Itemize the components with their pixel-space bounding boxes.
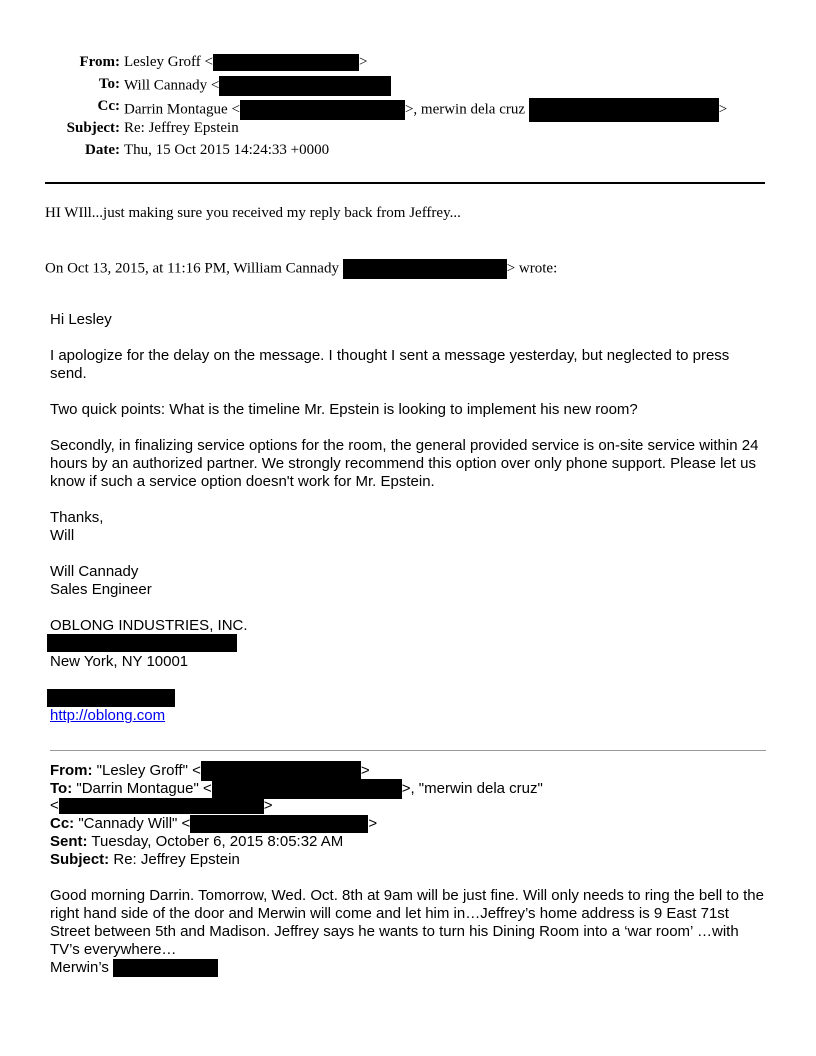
cc-label: Cc: (97, 98, 120, 114)
orig-from: From: "Lesley Groff" < > (50, 761, 770, 781)
subject-label: Subject: (66, 120, 120, 136)
orig-subject: Subject: Re: Jeffrey Epstein (50, 851, 240, 868)
paragraph: Two quick points: What is the timeline Mr. Epstein is looking to implement his new room? (50, 401, 638, 418)
to-label: To: (98, 76, 120, 92)
company-name: OBLONG INDUSTRIES, INC. (50, 617, 248, 634)
signature-title: Sales Engineer (50, 581, 152, 598)
redaction (529, 98, 719, 122)
redaction (201, 761, 361, 781)
sign-short: Will (50, 527, 75, 544)
redaction (59, 798, 264, 814)
redaction (219, 76, 391, 96)
redaction (343, 259, 507, 279)
from-value: Lesley Groff < > (124, 54, 368, 70)
redaction (212, 779, 402, 799)
date-label: Date: (85, 142, 120, 158)
reply-line: HI WIll...just making sure you received my reply back from Jeffrey... (45, 205, 461, 221)
orig-to: To: "Darrin Montague" < >, "merwin dela cruz" (50, 779, 770, 799)
header-divider (45, 182, 765, 184)
date-value: Thu, 15 Oct 2015 14:24:33 +0000 (124, 142, 330, 158)
to-value: Will Cannady < (124, 76, 391, 96)
original-body: Good morning Darrin. Tomorrow, Wed. Oct. 8th at 9am will be just fine. Will only needs to ring the bell to the right hand side of the door and Merwin will come and let him in…Jeffrey’s home address is 9 East 71st Street between 5th and Madison. Jeffrey says he wants to turn his Dining Room into a ‘war room’ …with TV’s everywhere… (50, 887, 764, 958)
city: New York, NY 10001 (50, 653, 189, 670)
greeting: Hi Lesley (50, 311, 112, 328)
redaction (113, 959, 218, 977)
from-label: From: (79, 54, 120, 70)
redaction (240, 100, 405, 120)
orig-sent: Sent: Tuesday, October 6, 2015 8:05:32 AM (50, 833, 344, 850)
merwin-line: Merwin’s (50, 959, 770, 977)
paragraph: I apologize for the delay on the message. I thought I sent a message yesterday, but neglected to press send. (50, 347, 730, 382)
redaction (47, 634, 237, 652)
orig-to-cont: < > (50, 797, 273, 814)
subject-value: Re: Jeffrey Epstein (124, 120, 239, 136)
message-divider (50, 750, 766, 751)
quote-intro: On Oct 13, 2015, at 11:16 PM, William Cannady > wrote: (45, 259, 557, 279)
closing: Thanks, (50, 509, 104, 526)
redaction (213, 54, 359, 71)
company-link[interactable]: http://oblong.com (50, 707, 166, 724)
redaction (190, 815, 368, 833)
cc-value: Darrin Montague < >, merwin dela cruz > (124, 98, 727, 122)
orig-cc: Cc: "Cannady Will" < > (50, 815, 378, 832)
redaction (47, 689, 175, 707)
signature-name: Will Cannady (50, 563, 139, 580)
paragraph: Secondly, in finalizing service options for the room, the general provided service is on-site service within 24 hours by an authorized partner. We strongly recommend this option over only phone support. Please let us know if such a service option doesn't work for Mr. Epstein. (50, 437, 759, 490)
company-link-wrap (50, 707, 770, 725)
